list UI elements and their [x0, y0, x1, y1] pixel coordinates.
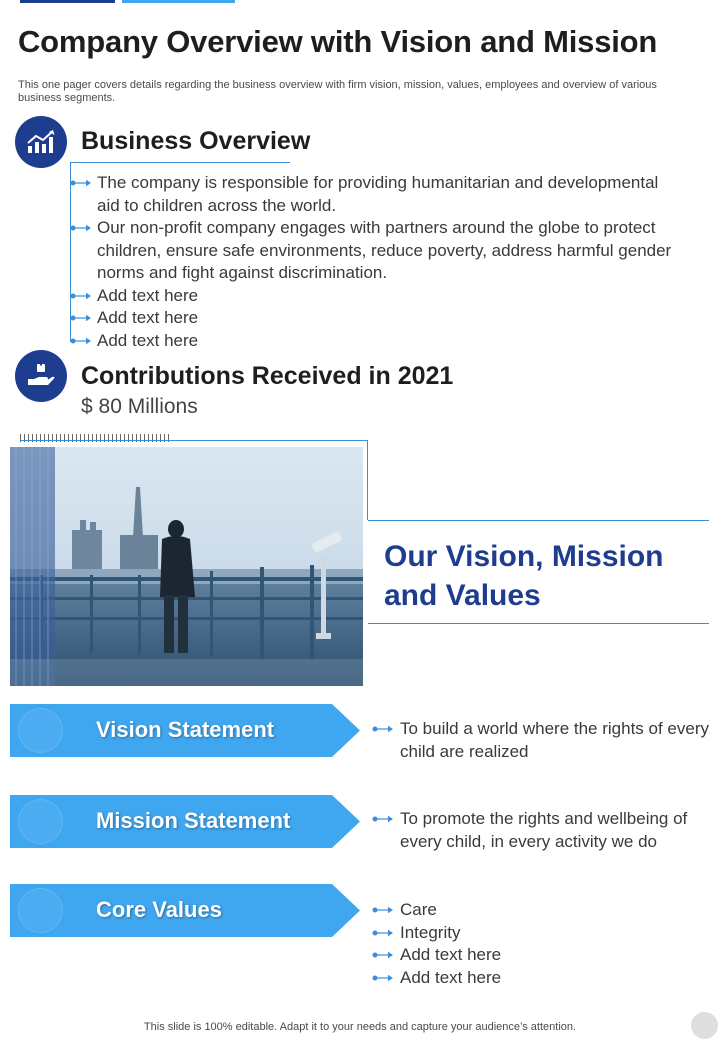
list-item-text: Care	[400, 900, 437, 919]
page-title: Company Overview with Vision and Mission	[18, 24, 658, 59]
business-overview-heading: Business Overview	[81, 127, 311, 155]
growth-chart-icon	[15, 116, 67, 168]
list-item	[372, 808, 712, 853]
mission-statement-label: Mission Statement	[96, 808, 291, 833]
bullet-arrow-icon	[372, 815, 394, 823]
core-values-label: Core Values	[96, 897, 222, 922]
list-item	[372, 967, 712, 990]
bullet-arrow-icon	[372, 725, 394, 733]
page-subtitle: This one pager covers details regarding the business overview with firm vision, mission, values, employees and overview of various business segments.	[18, 79, 657, 104]
contributions-amount: $ 80 Millions	[81, 395, 198, 418]
list-item-text: Our non-profit company engages with partners around the globe to protect children, ensure safe environments, reduce poverty, address harmful gender norms and fight against discrimination.	[97, 218, 672, 282]
bullet-arrow-icon	[372, 951, 394, 959]
mission-statement-banner	[10, 795, 360, 848]
top-accent-bar-dark	[20, 0, 115, 3]
list-item-text: Add text here	[97, 330, 199, 350]
business-overview-list	[70, 172, 680, 352]
list-item	[70, 307, 680, 330]
list-item-text: Add text here	[400, 945, 502, 964]
bullet-arrow-icon	[372, 906, 394, 914]
list-item	[70, 285, 680, 308]
list-item	[372, 922, 712, 945]
vision-statement-label: Vision Statement	[96, 717, 275, 742]
list-item	[70, 172, 680, 217]
bullet-arrow-icon	[70, 314, 92, 322]
bullet-arrow-icon	[70, 179, 92, 187]
list-item-text: Add text here	[97, 285, 199, 305]
list-item-text: To promote the rights and wellbeing of every child, in every activity we do	[400, 809, 688, 851]
banner-circle-decoration	[18, 888, 63, 933]
vision-statement-list	[372, 718, 712, 763]
corner-circle-decoration	[691, 1012, 718, 1039]
person-on-observation-deck-photo	[10, 447, 363, 686]
list-item	[372, 944, 712, 967]
list-item-text: The company is responsible for providing humanitarian and developmental aid to children across the world.	[97, 173, 659, 215]
core-values-banner	[10, 884, 360, 937]
contributions-heading: Contributions Received in 2021	[81, 362, 454, 390]
list-item-text: To build a world where the rights of every child are realized	[400, 719, 709, 761]
core-values-list	[372, 899, 712, 989]
list-item-text: Integrity	[400, 922, 461, 942]
list-item	[70, 217, 680, 285]
mission-statement-list	[372, 808, 712, 853]
banner-circle-decoration	[18, 799, 63, 844]
footer-note: This slide is 100% editable. Adapt it to your needs and capture your audience’s attention.	[143, 1021, 577, 1033]
list-item	[372, 899, 712, 922]
section-connector-horizontal	[70, 162, 290, 163]
bullet-arrow-icon	[70, 224, 92, 232]
list-item-text: Add text here	[400, 967, 502, 987]
hand-giving-icon	[15, 350, 67, 402]
vision-statement-banner	[10, 704, 360, 757]
bullet-arrow-icon	[372, 974, 394, 982]
bullet-arrow-icon	[372, 929, 394, 937]
top-accent-bar-light	[122, 0, 235, 3]
vision-title-box	[368, 520, 709, 624]
vision-title: Our Vision, Mission and Values	[384, 540, 664, 612]
banner-circle-decoration	[18, 708, 63, 753]
list-item	[372, 718, 712, 763]
list-item	[70, 330, 680, 353]
bullet-arrow-icon	[70, 292, 92, 300]
bullet-arrow-icon	[70, 337, 92, 345]
list-item-text: Add text here	[97, 308, 199, 327]
